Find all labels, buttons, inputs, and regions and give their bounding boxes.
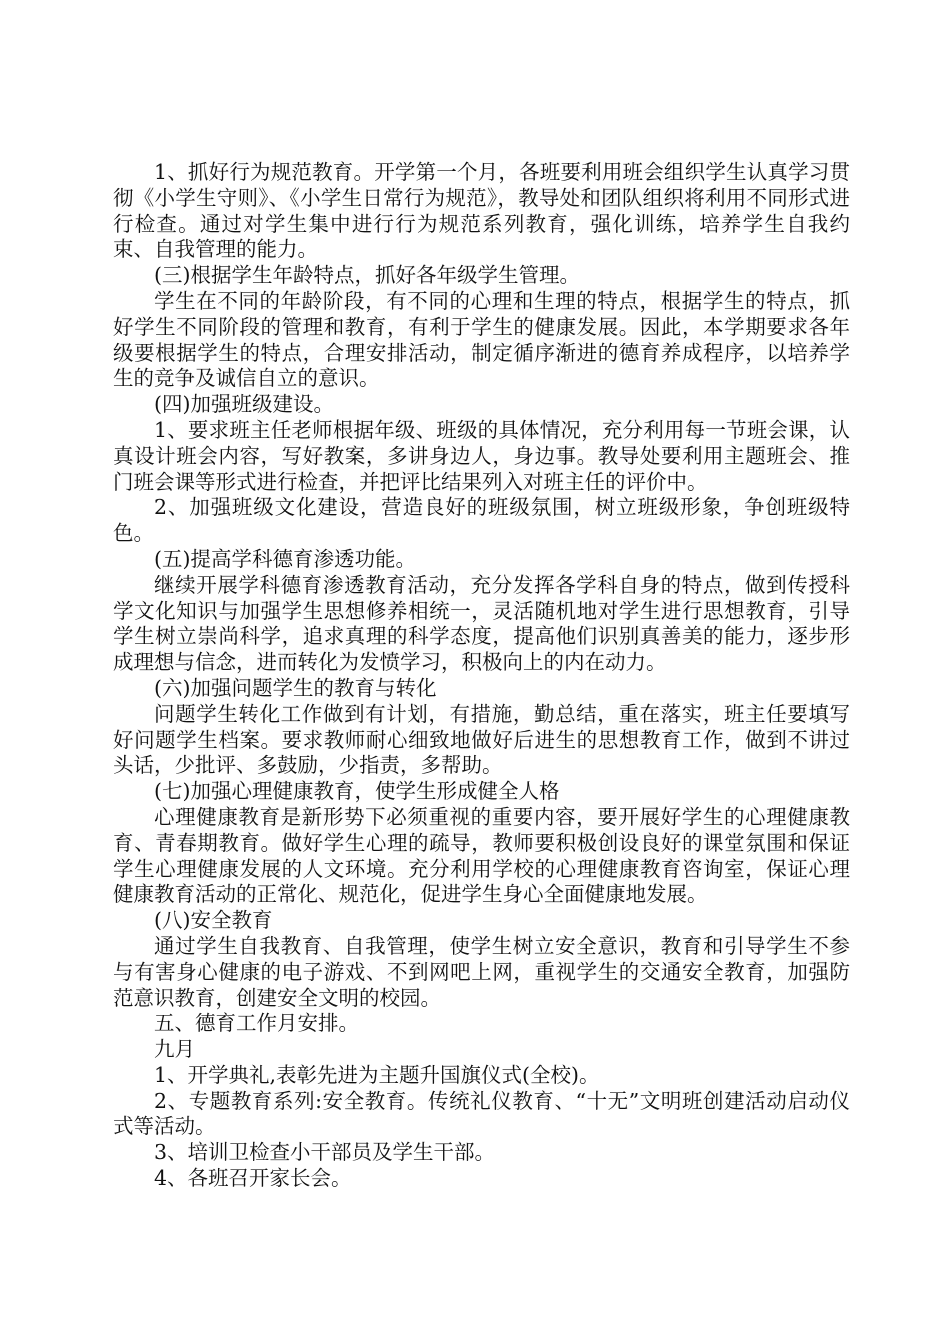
section-heading: (六)加强问题学生的教育与转化 [154,675,437,700]
section-heading: (七)加强心理健康教育，使学生形成健全人格 [154,779,560,804]
list-item: 2、专题教育系列:安全教育。传统礼仪教育、“十无”文明班创建活动启动仪式等活动。 [113,1088,850,1139]
paragraph: 通过学生自我教育、自我管理，使学生树立安全意识，教育和引导学生不参与有害身心健康的电子游戏、不到网吧上网，重视学生的交通安全教育，加强防范意识教育，创建安全文明的校园。 [113,933,850,1010]
section-heading: (八)安全教育 [154,908,273,933]
month-heading: 九月 [154,1037,195,1062]
paragraph: 学生在不同的年龄阶段，有不同的心理和生理的特点，根据学生的特点，抓好学生不同阶段的管理和教育，有利于学生的健康发展。因此，本学期要求各年级要根据学生的特点，合理安排活动，制定循序渐进的德育养成程序，以培养学生的竞争及诚信自立的意识。 [113,288,850,391]
section-heading: (五)提高学科德育渗透功能。 [154,546,416,571]
section-heading: (三)根据学生年龄特点，抓好各年级学生管理。 [154,263,580,288]
section-heading: (四)加强班级建设。 [154,392,334,417]
paragraph: 问题学生转化工作做到有计划，有措施，勤总结，重在落实，班主任要填写好问题学生档案。要求教师耐心细致地做好后进生的思想教育工作，做到不讲过头话，少批评、多鼓励，少指责，多帮助。 [113,701,850,778]
paragraph: 1、要求班主任老师根据年级、班级的具体情况，充分利用每一节班会课，认真设计班会内容，写好教案，多讲身边人，身边事。教导处要利用主题班会、推门班会课等形式进行检查，并把评比结果列入对班主任的评价中。 [113,417,850,494]
paragraph: 1、抓好行为规范教育。开学第一个月，各班要利用班会组织学生认真学习贯彻《小学生守则》、《小学生日常行为规范》，教导处和团队组织将利用不同形式进行检查。通过对学生集中进行行为规范系列教育，强化训练，培养学生自我约束、自我管理的能力。 [113,160,850,262]
list-item: 1、开学典礼,表彰先进为主题升国旗仪式(全校)。 [154,1062,600,1087]
document-body [113,160,850,1192]
list-item: 3、培训卫检查小干部员及学生干部。 [154,1140,496,1165]
paragraph: 继续开展学科德育渗透教育活动，充分发挥各学科自身的特点，做到传授科学文化知识与加强学生思想修养相统一，灵活随机地对学生进行思想教育，引导学生树立崇尚科学，追求真理的科学态度，提高他们识别真善美的能力，逐步形成理想与信念，进而转化为发愤学习，积极向上的内在动力。 [113,572,850,675]
section-heading: 五、德育工作月安排。 [154,1011,359,1036]
list-item: 4、各班召开家长会。 [154,1166,352,1191]
paragraph: 心理健康教育是新形势下必须重视的重要内容，要开展好学生的心理健康教育、青春期教育。做好学生心理的疏导，教师要积极创设良好的课堂氛围和保证学生心理健康发展的人文环境。充分利用学校的心理健康教育咨询室，保证心理健康教育活动的正常化、规范化，促进学生身心全面健康地发展。 [113,804,850,907]
paragraph: 2、加强班级文化建设，营造良好的班级氛围，树立班级形象，争创班级特色。 [113,495,850,546]
